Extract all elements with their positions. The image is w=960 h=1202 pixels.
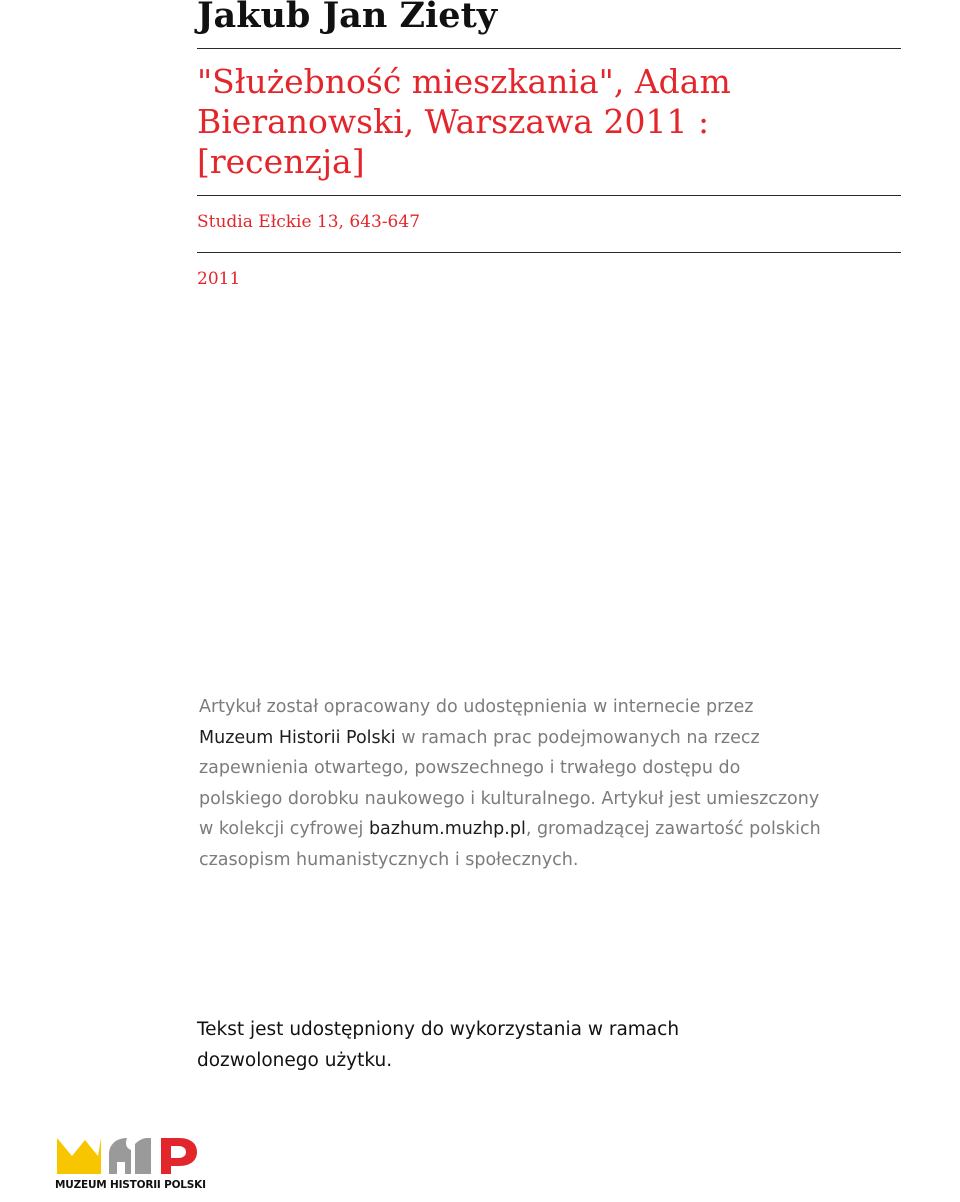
divider xyxy=(197,195,901,196)
license-line: dozwolonego użytku. xyxy=(197,1050,393,1071)
divider xyxy=(197,48,901,49)
access-notice-line: w ramach prac podejmowanych na rzecz xyxy=(395,727,760,748)
logo-caption: MUZEUM HISTORII POLSKI xyxy=(55,1179,206,1191)
access-notice-line: polskiego dorobku naukowego i kulturalnego. Artykuł jest umieszczony xyxy=(199,788,820,809)
license-notice xyxy=(197,1014,679,1076)
collection-link[interactable]: bazhum.muzhp.pl xyxy=(368,819,526,839)
access-notice-line: czasopism humanistycznych i społecznych. xyxy=(199,849,579,870)
source-citation: Studia Ełckie 13, 643-647 xyxy=(197,212,421,232)
divider xyxy=(197,252,901,253)
access-notice xyxy=(199,692,899,875)
p-letter-icon xyxy=(161,1138,197,1174)
access-notice-line: zapewnienia otwartego, powszechnego i trwałego dostępu do xyxy=(199,758,741,778)
crown-icon xyxy=(57,1138,101,1174)
museum-name: Muzeum Historii Polski xyxy=(199,727,396,748)
author-name: Jakub Jan Ziety xyxy=(197,0,498,36)
access-notice-line: , gromadzącej zawartość polskich xyxy=(525,819,821,839)
access-notice-line: w kolekcji cyfrowej xyxy=(199,819,369,839)
eagle-icon xyxy=(109,1138,151,1174)
article-title: "Służebność mieszkania", Adam Bieranowski, Warszawa 2011 : [recenzja] xyxy=(197,62,731,181)
publication-year: 2011 xyxy=(197,269,241,289)
access-notice-line: Artykuł został opracowany do udostępnienia w internecie przez xyxy=(199,697,754,717)
license-line: Tekst jest udostępniony do wykorzystania w ramach xyxy=(197,1019,680,1040)
